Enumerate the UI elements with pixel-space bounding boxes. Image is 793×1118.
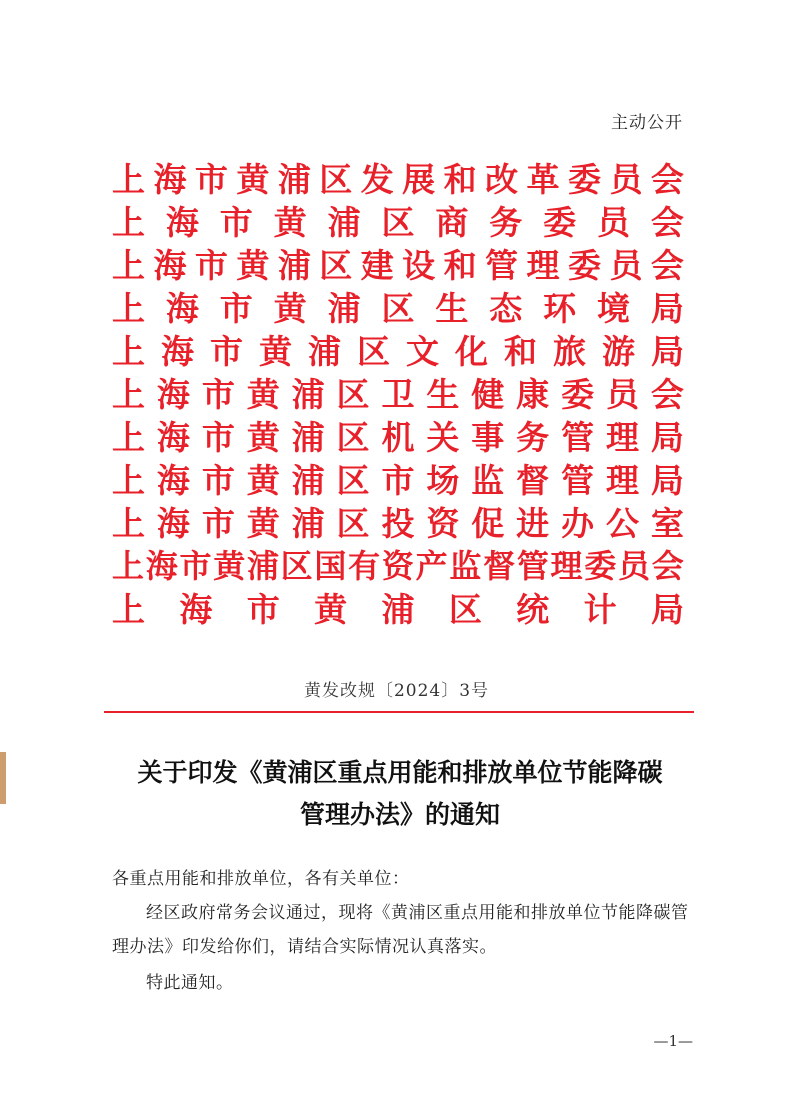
issuer-char: 委 <box>567 246 601 285</box>
issuer-char: 生 <box>426 375 460 414</box>
issuer-char: 资 <box>381 547 414 585</box>
issuer-name <box>112 459 684 502</box>
issuer-char: 产 <box>415 547 448 585</box>
issuer-char: 海 <box>165 289 199 328</box>
issuer-char: 理 <box>605 418 639 457</box>
issuer-char: 局 <box>650 461 684 500</box>
issuer-char: 和 <box>443 246 477 285</box>
issuer-char: 黄 <box>273 289 307 328</box>
issuer-name <box>112 330 684 373</box>
issuer-name <box>112 502 684 545</box>
issuer-char: 会 <box>650 375 684 414</box>
red-divider <box>104 711 694 713</box>
issuer-char: 海 <box>179 590 213 629</box>
issuer-name <box>112 545 684 588</box>
issuer-name <box>112 158 684 201</box>
issuer-char: 市 <box>201 418 235 457</box>
issuer-char: 卫 <box>381 375 415 414</box>
issuer-char: 区 <box>448 590 482 629</box>
issuer-char: 市 <box>210 332 243 371</box>
issuer-char: 上 <box>112 332 145 371</box>
issuer-char: 场 <box>426 461 460 500</box>
issuer-char: 黄 <box>246 375 280 414</box>
issuer-char: 员 <box>618 547 651 585</box>
issuer-char: 海 <box>153 160 187 199</box>
issuer-char: 会 <box>650 203 684 242</box>
issuer-char: 海 <box>165 203 199 242</box>
issuer-char: 委 <box>567 160 601 199</box>
issuer-char: 市 <box>381 461 415 500</box>
issuer-char: 浦 <box>277 246 311 285</box>
issuer-char: 改 <box>485 160 519 199</box>
issuer-list <box>112 158 684 631</box>
document-title <box>100 752 700 836</box>
issuer-char: 会 <box>650 160 684 199</box>
issuer-char: 市 <box>201 375 235 414</box>
issuer-char: 员 <box>605 375 639 414</box>
issuer-char: 市 <box>179 547 212 585</box>
issuer-char: 员 <box>609 160 643 199</box>
issuer-char: 上 <box>112 547 145 585</box>
issuer-char: 务 <box>516 418 550 457</box>
issuer-char: 上 <box>112 203 145 242</box>
issuer-char: 区 <box>319 160 353 199</box>
issuer-char: 督 <box>516 461 550 500</box>
issuer-name <box>112 588 684 631</box>
issuer-char: 浦 <box>291 461 325 500</box>
issuer-name <box>112 287 684 330</box>
issuer-char: 委 <box>584 547 617 585</box>
issuer-char: 商 <box>435 203 469 242</box>
issuer-char: 理 <box>605 461 639 500</box>
issuer-char: 海 <box>145 547 178 585</box>
issuer-char: 文 <box>406 332 439 371</box>
issuer-char: 健 <box>471 375 505 414</box>
issuer-char: 区 <box>357 332 390 371</box>
issuer-char: 环 <box>543 289 577 328</box>
issuer-char: 黄 <box>236 160 270 199</box>
issuer-char: 计 <box>583 590 617 629</box>
issuer-char: 办 <box>561 504 595 543</box>
issuer-char: 海 <box>153 246 187 285</box>
issuer-char: 进 <box>516 504 550 543</box>
issuer-char: 境 <box>597 289 631 328</box>
issuer-char: 旅 <box>553 332 586 371</box>
issuer-char: 上 <box>112 289 145 328</box>
issuer-char: 康 <box>516 375 550 414</box>
issuer-char: 员 <box>609 246 643 285</box>
body-paragraph: 经区政府常务会议通过，现将《黄浦区重点用能和排放单位节能降碳管理办法》印发给你们，请结合实际情况认真落实。 <box>112 903 689 957</box>
issuer-char: 市 <box>201 461 235 500</box>
issuer-char: 态 <box>489 289 523 328</box>
page-number: —1— <box>653 1032 693 1050</box>
issuer-char: 上 <box>112 590 145 629</box>
issuer-char: 市 <box>219 289 253 328</box>
issuer-char: 上 <box>112 461 145 500</box>
issuer-char: 委 <box>543 203 577 242</box>
issuer-char: 和 <box>504 332 537 371</box>
issuer-char: 上 <box>112 246 145 285</box>
issuer-char: 浦 <box>291 418 325 457</box>
issuer-char: 理 <box>526 246 560 285</box>
issuer-char: 有 <box>348 547 381 585</box>
issuer-char: 关 <box>426 418 460 457</box>
issuer-char: 游 <box>602 332 635 371</box>
closing-text: 特此通知。 <box>146 973 234 993</box>
issuer-char: 公 <box>605 504 639 543</box>
issuer-char: 黄 <box>246 418 280 457</box>
issuer-char: 会 <box>650 246 684 285</box>
issuer-char: 务 <box>489 203 523 242</box>
issuer-char: 区 <box>319 246 353 285</box>
salutation: 各重点用能和排放单位，各有关单位： <box>112 869 410 889</box>
issuer-name <box>112 244 684 287</box>
binder-mark <box>0 752 6 804</box>
issuer-name <box>112 373 684 416</box>
issuer-char: 浦 <box>291 504 325 543</box>
issuer-char: 展 <box>402 160 436 199</box>
issuer-char: 浦 <box>327 289 361 328</box>
issuer-char: 生 <box>435 289 469 328</box>
disclosure-label: 主动公开 <box>611 113 683 133</box>
issuer-char: 海 <box>156 461 190 500</box>
issuer-char: 浦 <box>291 375 325 414</box>
issuer-char: 市 <box>194 246 228 285</box>
issuer-char: 统 <box>516 590 550 629</box>
issuer-char: 室 <box>650 504 684 543</box>
issuer-char: 市 <box>219 203 253 242</box>
issuer-char: 上 <box>112 418 145 457</box>
issuer-char: 浦 <box>308 332 341 371</box>
issuer-char: 市 <box>246 590 280 629</box>
issuer-char: 浦 <box>327 203 361 242</box>
issuer-char: 监 <box>449 547 482 585</box>
issuer-char: 上 <box>112 375 145 414</box>
title-line-1: 关于印发《黄浦区重点用能和排放单位节能降碳 <box>137 758 663 787</box>
issuer-char: 员 <box>597 203 631 242</box>
issuer-char: 和 <box>443 160 477 199</box>
issuer-char: 浦 <box>277 160 311 199</box>
issuer-char: 区 <box>336 504 370 543</box>
issuer-char: 局 <box>651 332 684 371</box>
issuer-char: 督 <box>483 547 516 585</box>
issuer-char: 局 <box>651 590 684 629</box>
issuer-char: 管 <box>516 547 549 585</box>
issuer-char: 黄 <box>213 547 246 585</box>
issuer-char: 革 <box>526 160 560 199</box>
document-number: 黄发改规〔2024〕3号 <box>303 681 490 701</box>
issuer-char: 监 <box>471 461 505 500</box>
issuer-char: 委 <box>561 375 595 414</box>
issuer-char: 黄 <box>236 246 270 285</box>
issuer-char: 黄 <box>259 332 292 371</box>
title-line-2: 管理办法》的通知 <box>299 800 500 829</box>
issuer-char: 会 <box>651 547 684 585</box>
issuer-char: 区 <box>336 418 370 457</box>
issuer-char: 海 <box>161 332 194 371</box>
issuer-char: 浦 <box>381 590 415 629</box>
issuer-char: 局 <box>650 289 684 328</box>
issuer-char: 黄 <box>246 461 280 500</box>
issuer-name <box>112 201 684 244</box>
issuer-char: 管 <box>485 246 519 285</box>
issuer-char: 投 <box>381 504 415 543</box>
issuer-char: 黄 <box>273 203 307 242</box>
issuer-char: 管 <box>561 418 595 457</box>
issuer-char: 区 <box>381 289 415 328</box>
issuer-char: 市 <box>194 160 228 199</box>
issuer-char: 国 <box>314 547 347 585</box>
issuer-char: 上 <box>112 160 145 199</box>
issuer-char: 区 <box>280 547 313 585</box>
issuer-char: 事 <box>471 418 505 457</box>
issuer-char: 海 <box>156 375 190 414</box>
issuer-char: 海 <box>156 418 190 457</box>
issuer-char: 浦 <box>246 547 279 585</box>
issuer-char: 局 <box>650 418 684 457</box>
issuer-char: 理 <box>550 547 583 585</box>
issuer-char: 黄 <box>246 504 280 543</box>
issuer-char: 区 <box>336 461 370 500</box>
issuer-char: 海 <box>156 504 190 543</box>
issuer-char: 管 <box>561 461 595 500</box>
issuer-char: 化 <box>455 332 488 371</box>
issuer-char: 区 <box>381 203 415 242</box>
issuer-char: 黄 <box>314 590 348 629</box>
issuer-char: 资 <box>426 504 460 543</box>
issuer-char: 建 <box>360 246 394 285</box>
issuer-name <box>112 416 684 459</box>
issuer-char: 设 <box>402 246 436 285</box>
issuer-char: 上 <box>112 504 145 543</box>
issuer-char: 市 <box>201 504 235 543</box>
issuer-char: 促 <box>471 504 505 543</box>
issuer-char: 机 <box>381 418 415 457</box>
issuer-char: 发 <box>360 160 394 199</box>
issuer-char: 区 <box>336 375 370 414</box>
